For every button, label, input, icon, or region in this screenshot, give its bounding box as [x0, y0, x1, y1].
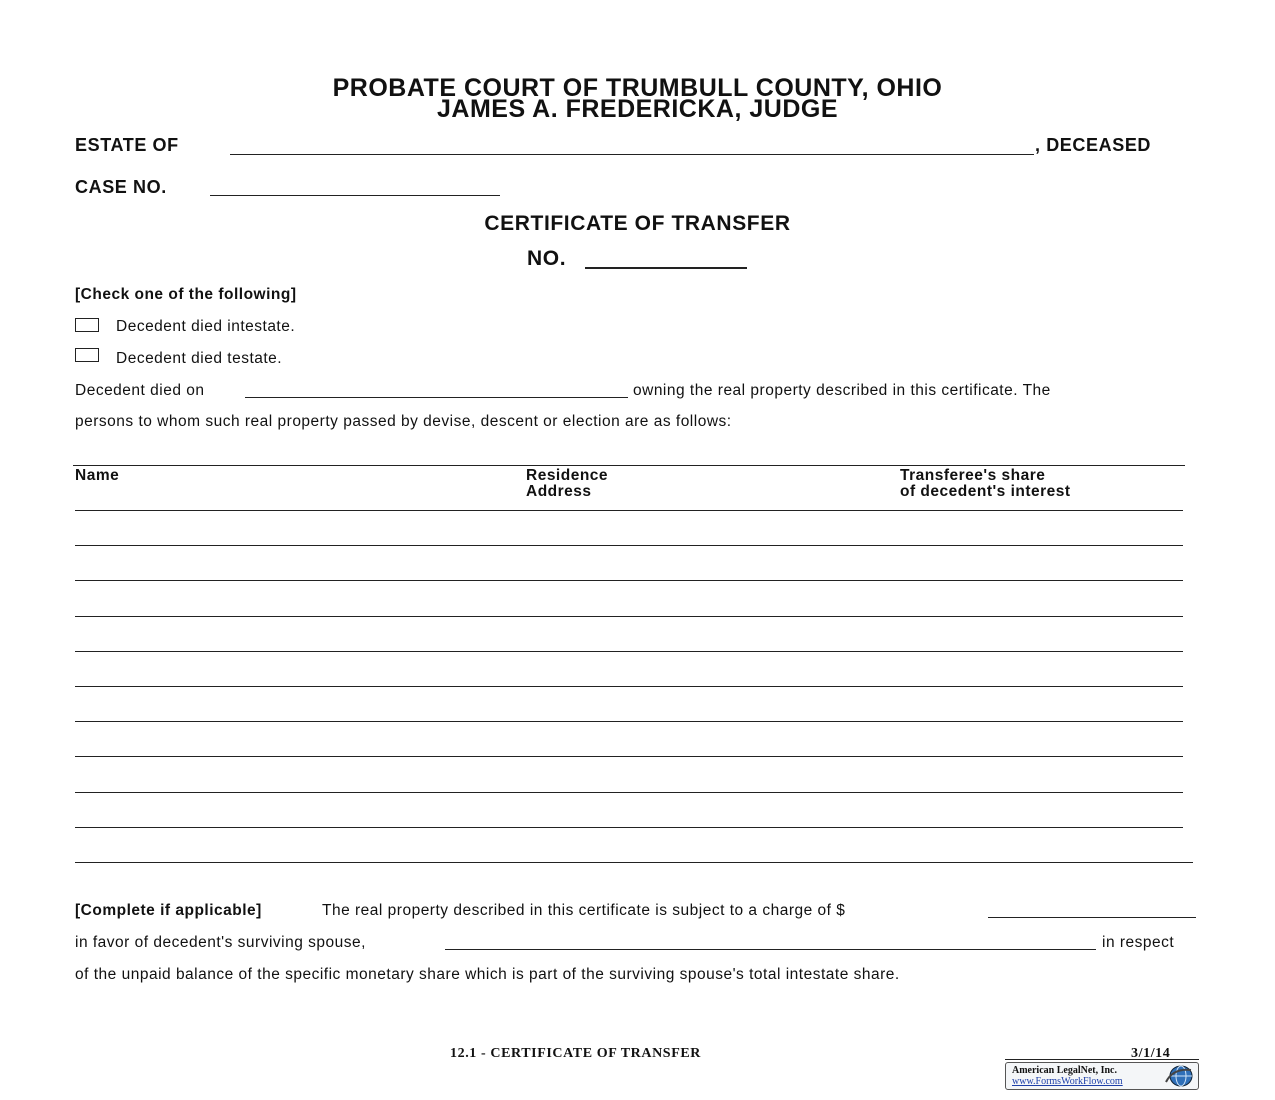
died-on-label: Decedent died on — [75, 382, 205, 399]
check-instruction: [Check one of the following] — [75, 286, 297, 303]
table-row[interactable] — [75, 651, 1183, 652]
persons-text: persons to whom such real property passed by devise, descent or election are as follows: — [75, 413, 732, 430]
estate-label: ESTATE OF — [75, 135, 179, 155]
charge-amount-field[interactable] — [988, 917, 1196, 918]
death-date-field[interactable] — [245, 397, 628, 398]
table-row[interactable] — [75, 510, 1183, 511]
certificate-number-label: NO. — [527, 247, 567, 270]
testate-label: Decedent died testate. — [116, 350, 283, 367]
case-label: CASE NO. — [75, 177, 167, 197]
table-row[interactable] — [75, 545, 1183, 546]
logo-url[interactable]: www.FormsWorkFlow.com — [1012, 1076, 1123, 1087]
complete-if-applicable-label: [Complete if applicable] — [75, 902, 262, 919]
unpaid-balance-text: of the unpaid balance of the specific monetary share which is part of the surviving spouse's total intestate share. — [75, 966, 900, 983]
table-row[interactable] — [75, 862, 1193, 863]
table-row[interactable] — [75, 792, 1183, 793]
charge-text: The real property described in this certificate is subject to a charge of $ — [322, 902, 846, 919]
table-top-rule — [73, 465, 1185, 466]
logo-name: American LegalNet, Inc. — [1012, 1065, 1117, 1076]
deceased-label: , DECEASED — [1035, 135, 1152, 155]
surviving-spouse-text: in favor of decedent's surviving spouse, — [75, 934, 366, 951]
court-name: PROBATE COURT OF TRUMBULL COUNTY, OHIO — [332, 74, 943, 102]
certificate-number-field[interactable] — [585, 267, 747, 269]
footer-rule — [1005, 1059, 1199, 1060]
table-row[interactable] — [75, 686, 1183, 687]
form-identifier: 12.1 - CERTIFICATE OF TRANSFER — [450, 1046, 701, 1061]
case-number-field[interactable] — [210, 195, 500, 196]
form-title: CERTIFICATE OF TRANSFER — [484, 212, 791, 235]
table-row[interactable] — [75, 827, 1183, 828]
spouse-name-field[interactable] — [445, 949, 1096, 950]
table-row[interactable] — [75, 756, 1183, 757]
column-header-name: Name — [75, 467, 120, 484]
table-row[interactable] — [75, 580, 1183, 581]
table-row[interactable] — [75, 616, 1183, 617]
american-legalnet-logo[interactable] — [1005, 1062, 1199, 1090]
judge-name: JAMES A. FREDERICKA, JUDGE — [436, 95, 838, 123]
owning-text: owning the real property described in this certificate. The — [633, 382, 1051, 399]
column-header-address: Residence Address — [526, 467, 609, 500]
testate-checkbox[interactable] — [75, 348, 99, 362]
globe-icon — [1163, 1064, 1195, 1088]
estate-field[interactable] — [230, 154, 1034, 155]
table-row[interactable] — [75, 721, 1183, 722]
intestate-label: Decedent died intestate. — [116, 318, 296, 335]
intestate-checkbox[interactable] — [75, 318, 99, 332]
form-date: 3/1/14 — [1131, 1046, 1171, 1061]
in-respect-text: in respect — [1102, 934, 1175, 951]
column-header-share: Transferee's share of decedent's interest — [900, 467, 1071, 500]
